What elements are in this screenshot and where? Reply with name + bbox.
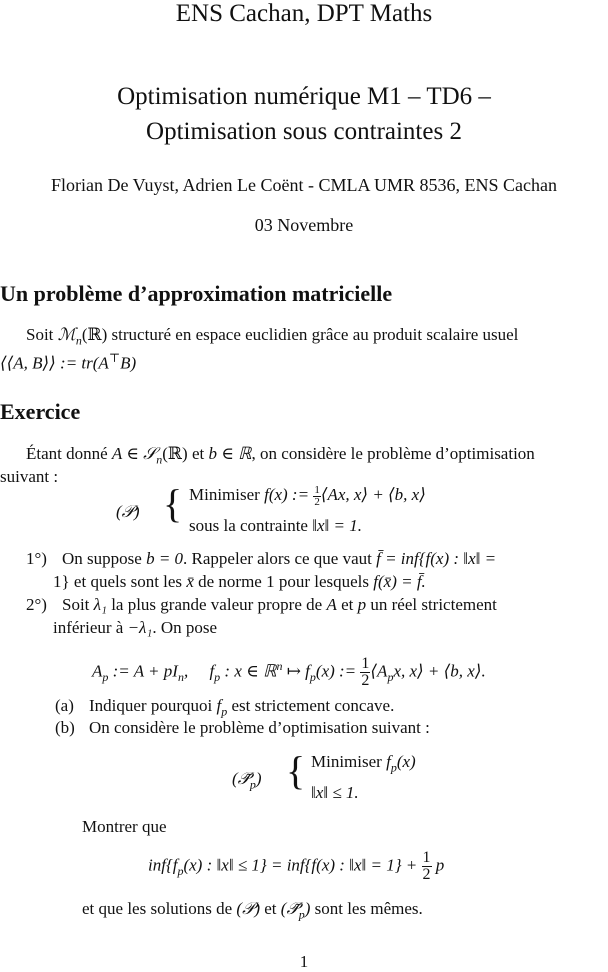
P-row2-math: ‖x‖ = 1.: [312, 516, 363, 535]
title-line-2: Optimisation sous contraintes 2: [146, 118, 462, 145]
q2-text-e: inférieur à: [53, 618, 128, 637]
final-text-c: sont les mêmes.: [310, 899, 423, 918]
q1-line-2: [53, 571, 426, 593]
inner-product-end: B): [120, 353, 137, 373]
eq-A: A: [92, 661, 103, 681]
problem-Pp-brace: {: [286, 748, 306, 793]
P-frac-num: 1: [314, 483, 320, 496]
q1-text-d: de norme 1 pour lesquels: [193, 572, 374, 591]
q1-math-a: b = 0: [146, 549, 184, 568]
eq-c: , f: [183, 661, 215, 681]
qb-label: (b): [55, 718, 75, 737]
problem-P-label: (𝒫): [116, 502, 140, 521]
q2-text-c: et: [336, 595, 358, 614]
problem-Pp-row1: [311, 751, 416, 778]
P-row1-frac: [313, 485, 321, 508]
authors: Florian De Vuyst, Adrien Le Coënt - CMLA UMR 8536, ENS Cachan: [50, 175, 558, 195]
transpose-sup: ⊤: [108, 351, 121, 365]
show-equation: [148, 850, 444, 883]
P-row2-text: sous la contrainte: [189, 516, 313, 535]
eq-frac-den: 2: [361, 672, 370, 690]
qb-line: On considère le problème d’optimisation suivant :: [89, 718, 430, 737]
eq-c-sub: p: [214, 670, 221, 685]
P-frac-den: 2: [314, 495, 320, 508]
q2-text-f: . On pose: [152, 618, 218, 637]
q1-math-b: f̄ = inf{f(x) : ‖x‖ =: [376, 549, 497, 568]
Pp-row1-text: Minimiser: [311, 752, 387, 771]
q2-math-a: λ₁: [93, 595, 107, 614]
set-M-sub: n: [75, 333, 82, 348]
q1-text-b: . Rappeler alors ce que vaut: [183, 549, 377, 568]
date: 03 Novembre: [254, 215, 354, 235]
intro-math-b: b ∈ ℝ: [208, 444, 252, 463]
show-eq-a-sub: p: [177, 863, 184, 878]
set-M: ℳ: [57, 325, 76, 344]
eq-d: : x ∈ ℝ: [220, 661, 277, 681]
section-heading-approximation: Un problème d’approximation matricielle: [0, 281, 393, 306]
q2-equation: [92, 655, 486, 689]
q1-label: 1°): [26, 549, 47, 568]
Pp-row1-math: f: [386, 752, 391, 771]
P-row1-math-a: f(x) :=: [264, 485, 314, 504]
intro-line-1: [26, 443, 608, 470]
eq-h: x, x⟩ + ⟨b, x⟩.: [393, 661, 486, 681]
q2-math-c: p: [357, 595, 367, 614]
show-frac-num: 1: [422, 849, 431, 866]
P-row1-text: Minimiser: [189, 485, 265, 504]
final-math-b-sub: p: [298, 907, 305, 922]
Pp-label-end: ): [255, 769, 262, 788]
q2-math-d: −λ₁: [127, 618, 153, 637]
eq-b-sub: n: [177, 670, 184, 685]
Pp-row1-end: (x): [396, 752, 416, 771]
eq-e-sub: p: [309, 670, 316, 685]
eq-d-sup: n: [276, 659, 283, 673]
eq-f: (x) :=: [315, 661, 361, 681]
intro-text-c: , on considère le problème d’optimisation: [251, 444, 535, 463]
show-eq-c: p: [431, 855, 445, 875]
eq-A-sub: p: [102, 670, 109, 685]
show-frac-den: 2: [422, 866, 431, 883]
q2-line-1: [62, 594, 497, 616]
final-text-b: et: [260, 899, 281, 918]
final-math-b: (𝒫̃: [280, 899, 299, 918]
q1-line-1: [62, 548, 496, 570]
Pp-row1-sub: p: [390, 760, 397, 775]
intro-math-sub: n: [156, 452, 163, 467]
final-line: [82, 898, 423, 925]
final-math-a: (𝒫): [236, 899, 260, 918]
q1-math-e: f(x̄) = f̄.: [373, 572, 426, 591]
institution: ENS Cachan, DPT Maths: [175, 0, 433, 27]
final-text-a: et que les solutions de: [82, 899, 237, 918]
intro-math-a: A ∈ 𝒮: [111, 444, 157, 463]
q1-math-c: 1}: [53, 572, 70, 591]
show-eq-a: inf{f: [148, 855, 178, 875]
problem-P-brace: {: [163, 481, 183, 526]
page-number: 1: [299, 952, 309, 971]
section1-paragraph-line2: [0, 347, 136, 375]
q2-math-b: A: [326, 595, 337, 614]
Pp-label-main: (𝒫̃: [232, 769, 250, 788]
Pp-label-sub: p: [249, 777, 256, 792]
eq-frac-num: 1: [361, 655, 370, 673]
section1-text-2: (ℝ) structuré en espace euclidien grâce au produit scalaire usuel: [81, 325, 519, 344]
q1-math-d: x̄: [186, 572, 194, 591]
qa-text-b: est strictement concave.: [227, 696, 395, 715]
q2-text-a: Soit: [62, 595, 94, 614]
intro-text-a: Étant donné: [26, 444, 112, 463]
eq-g: ⟨A: [370, 661, 388, 681]
qa-math: f: [216, 696, 222, 715]
q2-line-2: [53, 617, 217, 639]
q2-label: 2°): [26, 595, 47, 614]
q2-text-d: un réel strictement: [366, 595, 497, 614]
show-eq-frac: [422, 850, 432, 883]
problem-P-row2: [189, 515, 362, 537]
eq-e: ↦ f: [282, 661, 310, 681]
q2-text-b: la plus grande valeur propre de: [106, 595, 327, 614]
eq-b: := A + pI: [108, 661, 178, 681]
problem-Pp-row2: ‖x‖ ≤ 1.: [311, 783, 359, 802]
qa-text-a: Indiquer pourquoi: [89, 696, 217, 715]
problem-P-row1: [189, 484, 426, 508]
eq-g-sub: p: [387, 670, 394, 685]
problem-Pp-label: [232, 768, 262, 795]
q1-text-c: et quels sont les: [69, 572, 187, 591]
show-eq-b: (x) : ‖x‖ ≤ 1} = inf{f(x) : ‖x‖ = 1} +: [183, 855, 422, 875]
show-that: Montrer que: [82, 817, 167, 836]
title-line-1: Optimisation numérique M1 – TD6 –: [117, 83, 491, 110]
section1-text: Soit: [26, 325, 58, 344]
qa-math-sub: p: [221, 704, 228, 719]
q1-text-a: On suppose: [62, 549, 147, 568]
qa-label: (a): [55, 696, 74, 715]
intro-text-b: (ℝ) et: [162, 444, 209, 463]
inner-product-def: ⟨⟨A, B⟩⟩ := tr(A: [0, 353, 109, 373]
final-math-b-end: ): [304, 899, 311, 918]
P-row1-math-b: ⟨Ax, x⟩ + ⟨b, x⟩: [320, 485, 426, 504]
intro-line-2: suivant :: [0, 467, 59, 486]
eq-frac: [360, 656, 370, 689]
section-heading-exercice: Exercice: [0, 399, 81, 424]
